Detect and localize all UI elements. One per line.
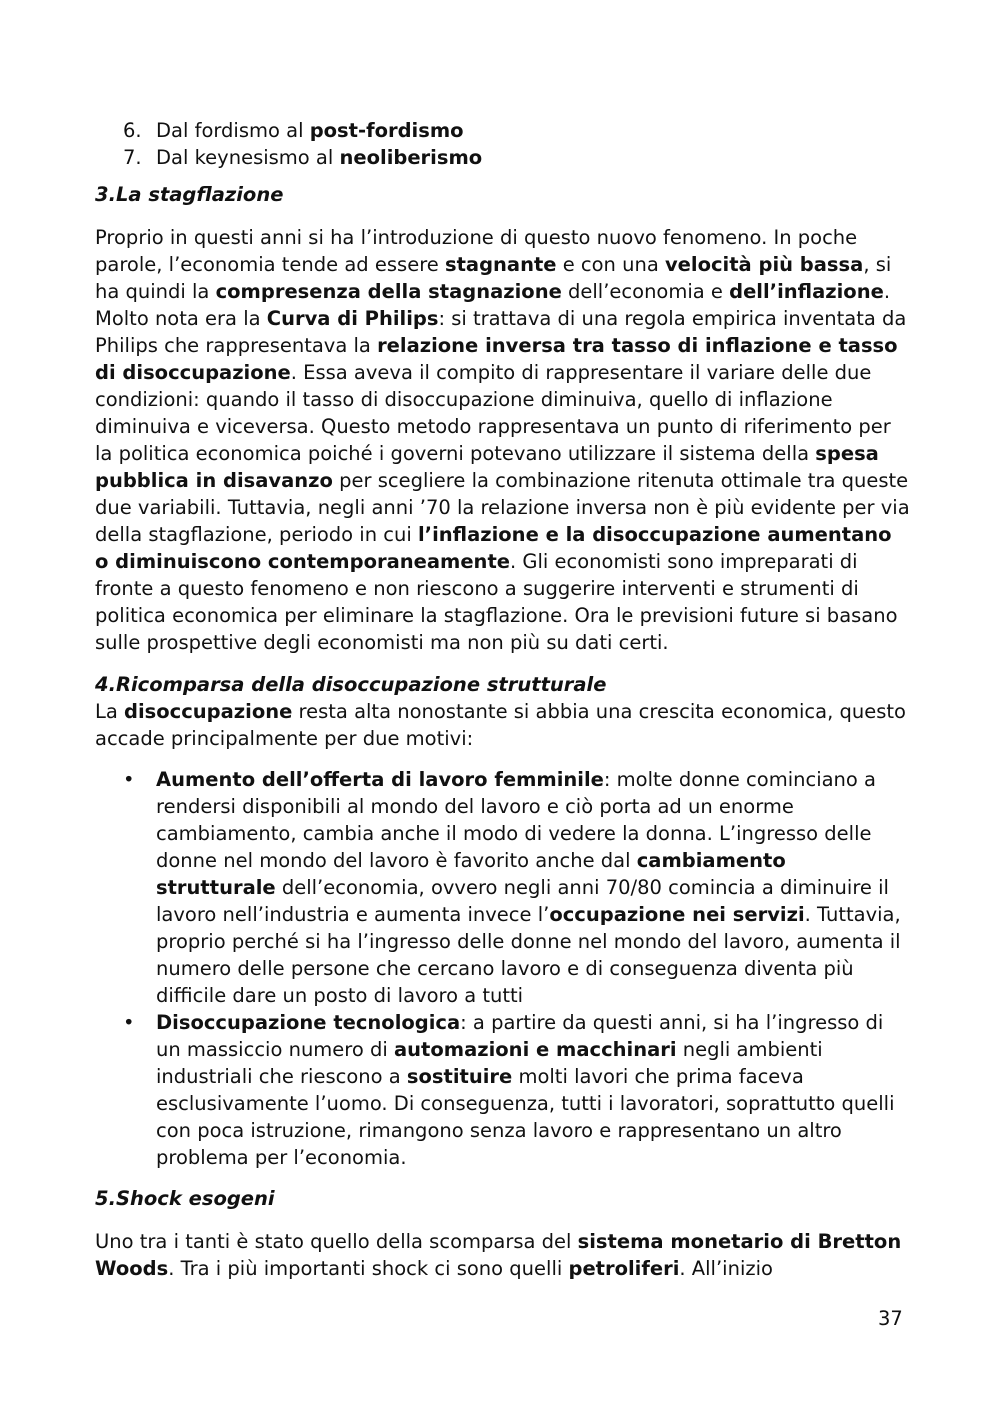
bold-run: Aumento dell’offerta di lavoro femminile [156, 768, 604, 791]
bold-run: petroliferi [568, 1257, 680, 1280]
bold-run: sostituire [406, 1065, 513, 1088]
bold-run: relazione inversa tra tasso di inflazione e tasso di disoccupazione [95, 334, 898, 384]
bullet-item [95, 1009, 910, 1171]
text-run: : molte donne cominciano a rendersi disponibili al mondo del lavoro e ciò porta ad un enorme cambiamento, cambia anche il modo di vedere la donna. L’ingresso delle donne nel mondo del lavoro è favorito anche dal [156, 768, 876, 872]
text-run: negli ambienti industriali che riescono a [156, 1038, 823, 1088]
list-bold: neoliberismo [339, 146, 483, 169]
text-run: Uno tra i tanti è stato quello della scomparsa del [95, 1230, 578, 1253]
text-run: e con una [556, 253, 665, 276]
bullet-item [95, 766, 910, 1009]
text-run: . Tra i più importanti shock ci sono quelli [168, 1257, 569, 1280]
paragraph-shock [95, 1228, 910, 1282]
list-text: Dal fordismo al [156, 119, 310, 142]
text-run: dell’economia e [561, 280, 730, 303]
bold-run: automazioni e macchinari [394, 1038, 677, 1061]
bullet-icon: • [123, 768, 135, 791]
list-number: 6. [123, 119, 142, 142]
section-heading-3: 3.La stagflazione [95, 183, 284, 206]
list-bold: post-fordismo [309, 119, 464, 142]
text-run: molti lavori che prima faceva esclusivamente l’uomo. Di conseguenza, tutti i lavoratori, soprattutto quelli con poca istruzione, rimangono senza lavoro e rappresentano un altro problema per l’economia. [156, 1065, 895, 1169]
list-number: 7. [123, 146, 142, 169]
document-page [95, 117, 910, 1282]
text-run: . Essa aveva il compito di rappresentare il variare delle due condizioni: quando il tasso di disoccupazione diminuiva, quello di inflazione diminuiva e viceversa. Questo metodo rappresentava un punto di riferimento per la politica economica poiché i governi potevano utilizzare il sistema della [95, 361, 891, 465]
bold-run: cambiamento strutturale [156, 849, 786, 899]
bold-run: stagnante [444, 253, 557, 276]
text-run: Proprio in questi anni si ha l’introduzione di questo nuovo fenomeno. In poche parole, l’economia tende ad essere [95, 226, 858, 276]
text-run: resta alta nonostante si abbia una crescita economica, questo accade principalmente per due motivi: [95, 700, 906, 750]
bold-run: occupazione nei servizi [549, 903, 805, 926]
text-run: : a partire da questi anni, si ha l’ingresso di un massiccio numero di [156, 1011, 884, 1061]
text-run: . Tuttavia, proprio perché si ha l’ingresso delle donne nel mondo del lavoro, aumenta il numero delle persone che cercano lavoro e di conseguenza diventa più difficile dare un posto di lavoro a tutti [156, 903, 901, 1007]
bold-run: dell’inflazione [729, 280, 884, 303]
paragraph-stagflazione [95, 224, 910, 656]
bold-run: velocità più bassa [664, 253, 864, 276]
text-run: : si trattava di una regola empirica inventata da Philips che rappresentava la [95, 307, 907, 357]
text-run: , si ha quindi la [95, 253, 892, 303]
bold-run: compresenza della stagnazione [215, 280, 562, 303]
text-run: . Molto nota era la [95, 280, 891, 330]
bullet-icon: • [123, 1011, 135, 1034]
bold-run: Disoccupazione tecnologica [156, 1011, 461, 1034]
bold-run: l’inflazione e la disoccupazione aumentano o diminuiscono contemporaneamente [95, 523, 892, 573]
text-run: La [95, 700, 125, 723]
bullet-text [156, 1011, 895, 1169]
bold-run: sistema monetario di Bretton Woods [95, 1230, 902, 1280]
numbered-list [95, 117, 910, 171]
paragraph-disoccupazione-intro [95, 698, 910, 752]
page-number: 37 [878, 1307, 903, 1330]
text-run: . Gli economisti sono impreparati di fronte a questo fenomeno e non riescono a suggerire interventi e strumenti di politica economica per eliminare la stagflazione. Ora le previsioni future si basano sulle prospettive degli economisti ma non più su dati certi. [95, 550, 898, 654]
list-item [95, 144, 910, 171]
text-run: dell’economia, ovvero negli anni 70/80 comincia a diminuire il lavoro nell’industria e aumenta invece l’ [156, 876, 889, 926]
bold-run: disoccupazione [124, 700, 293, 723]
text-run: per scegliere la combinazione ritenuta ottimale tra queste due variabili. Tuttavia, negli anni ’70 la relazione inversa non è più evidente per via della stagflazione, periodo in cui [95, 469, 910, 546]
bullet-text [156, 768, 901, 1007]
bullet-list [95, 766, 910, 1171]
bold-run: spesa pubblica in disavanzo [95, 442, 879, 492]
text-run: . All’inizio [679, 1257, 773, 1280]
list-text: Dal keynesismo al [156, 146, 340, 169]
section-heading-5: 5.Shock esogeni [95, 1187, 275, 1210]
list-item [95, 117, 910, 144]
bold-run: Curva di Philips [266, 307, 439, 330]
section-heading-4: 4.Ricomparsa della disoccupazione strutturale [95, 673, 607, 696]
